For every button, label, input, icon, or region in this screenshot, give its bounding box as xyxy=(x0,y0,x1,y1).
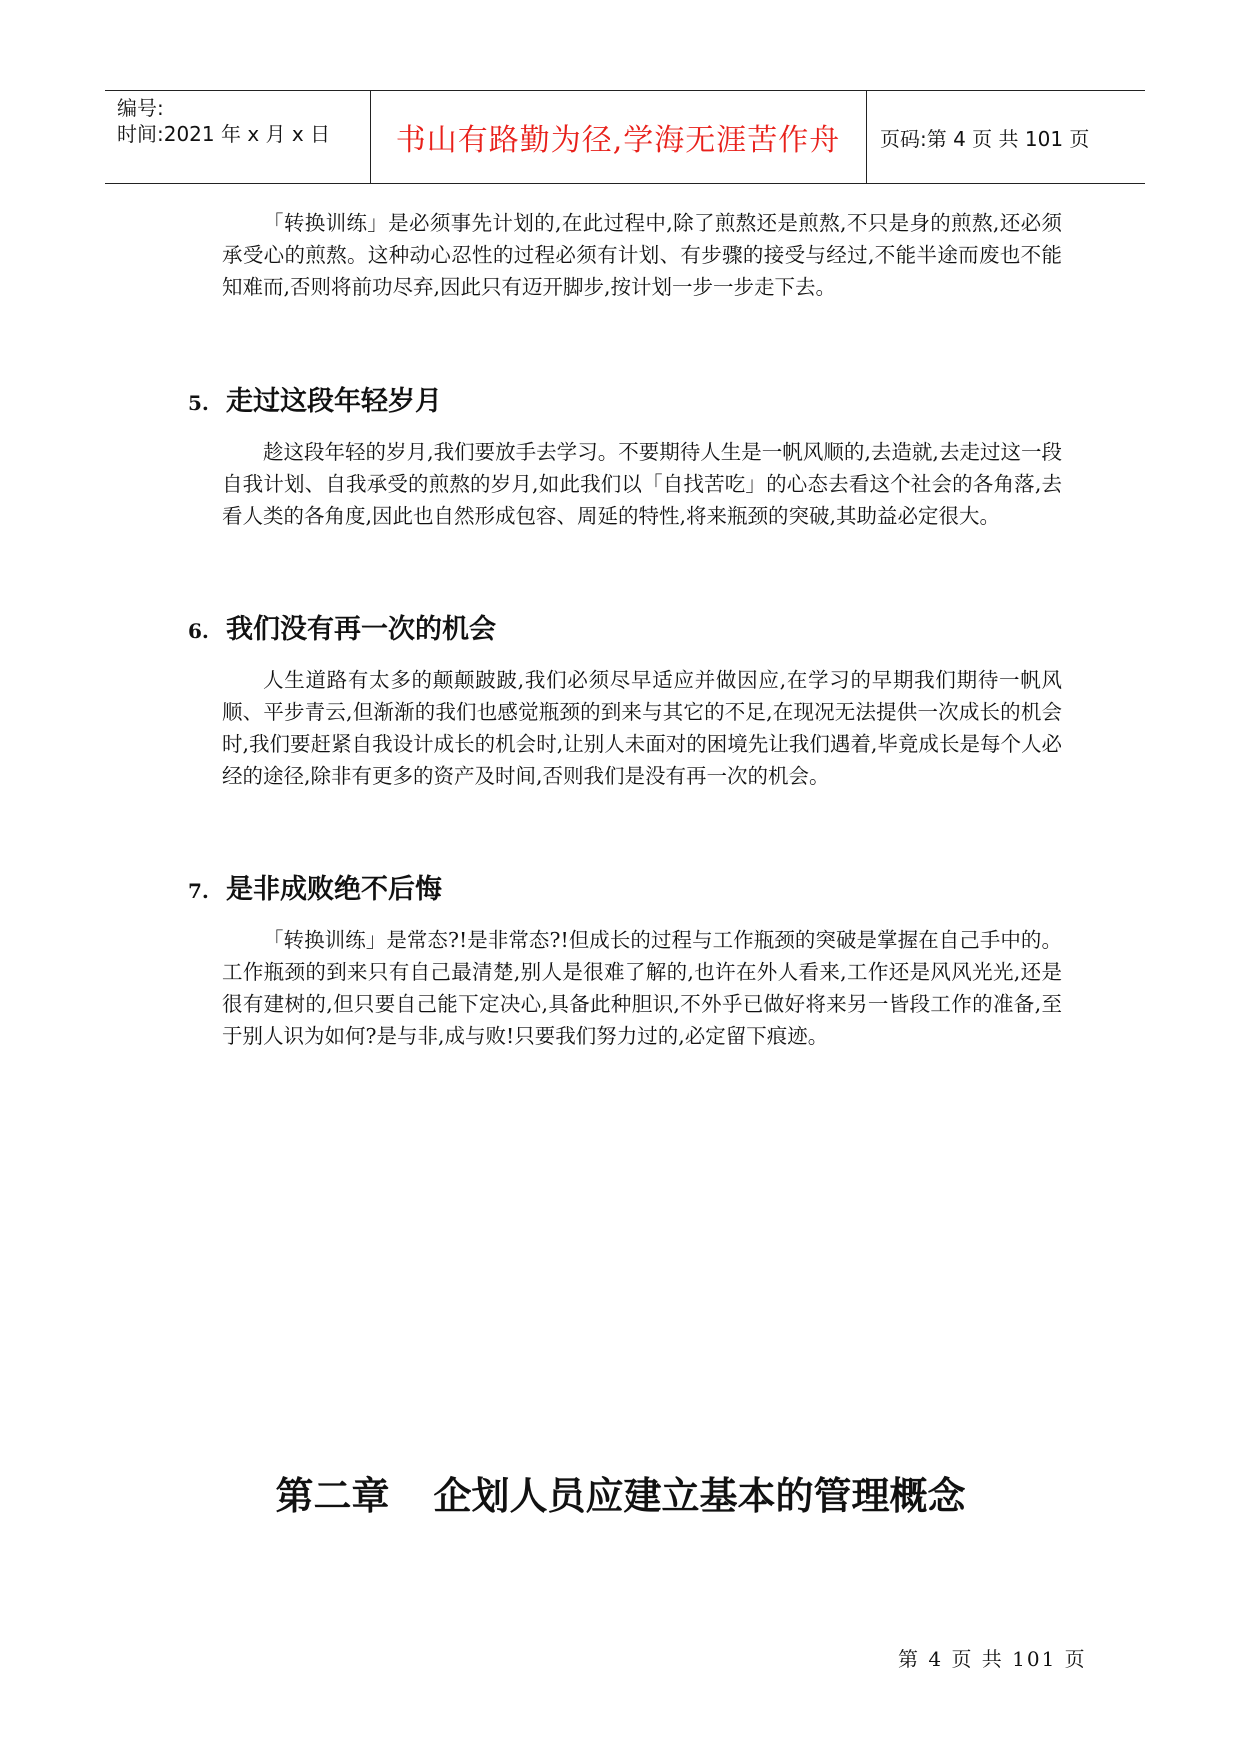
header-info-cell xyxy=(105,91,371,183)
chapter-label: 第二章 xyxy=(275,1474,390,1518)
chapter-heading xyxy=(0,1465,1241,1520)
section-number: 7. xyxy=(188,879,209,903)
section-heading-5 xyxy=(188,384,442,421)
header-motto: 书山有路勤为径,学海无涯苦作舟 xyxy=(395,123,841,158)
page-footer: 第 4 页 共 101 页 xyxy=(898,1647,1087,1671)
header-page-number: 页码:第 4 页 共 101 页 xyxy=(880,126,1090,151)
serial-label: 编号: xyxy=(117,96,164,120)
section-number: 6. xyxy=(188,619,209,643)
section-title: 我们没有再一次的机会 xyxy=(226,614,496,645)
paragraph-no-regret: 「转换训练」是常态?!是非常态?!但成长的过程与工作瓶颈的突破是掌握在自己手中的。工作瓶颈的到来只有自己最清楚,别人是很难了解的,也许在外人看来,工作还是风风光光,还是很有建树的,但只要自己能下定决心,具备此种胆识,不外乎已做好将来另一皆段工作的准备,至于别人识为如何?是与非,成与败!只要我们努力过的,必定留下痕迹。 xyxy=(222,928,1062,1048)
paragraph-transition-training: 「转换训练」是必须事先计划的,在此过程中,除了煎熬还是煎熬,不只是身的煎熬,还必须承受心的煎熬。这种动心忍性的过程必须有计划、有步骤的接受与经过,不能半途而废也不能知难而,否则将前功尽弃,因此只有迈开脚步,按计划一步一步走下去。 xyxy=(222,211,1062,299)
section-title: 走过这段年轻岁月 xyxy=(226,386,442,417)
page-header xyxy=(105,90,1145,184)
chapter-title: 企划人员应建立基本的管理概念 xyxy=(433,1474,966,1518)
section-title: 是非成败绝不后悔 xyxy=(226,874,442,905)
section-heading-6 xyxy=(188,612,496,649)
time-label: 时间:2021 年 x 月 x 日 xyxy=(117,122,331,146)
header-page-cell xyxy=(866,91,1145,183)
section-heading-7 xyxy=(188,872,442,909)
header-motto-cell xyxy=(370,91,867,183)
paragraph-no-second-chance: 人生道路有太多的颠颠跛跛,我们必须尽早适应并做因应,在学习的早期我们期待一帆风顺、平步青云,但渐渐的我们也感觉瓶颈的到来与其它的不足,在现况无法提供一次成长的机会时,我们要赶紧自我设计成长的机会时,让别人未面对的困境先让我们遇着,毕竟成长是每个人必经的途径,除非有更多的资产及时间,否则我们是没有再一次的机会。 xyxy=(222,668,1062,788)
section-number: 5. xyxy=(188,391,209,415)
paragraph-youth: 趁这段年轻的岁月,我们要放手去学习。不要期待人生是一帆风顺的,去造就,去走过这一段自我计划、自我承受的煎熬的岁月,如此我们以「自找苦吃」的心态去看这个社会的各角落,去看人类的各角度,因此也自然形成包容、周延的特性,将来瓶颈的突破,其助益必定很大。 xyxy=(222,440,1062,528)
